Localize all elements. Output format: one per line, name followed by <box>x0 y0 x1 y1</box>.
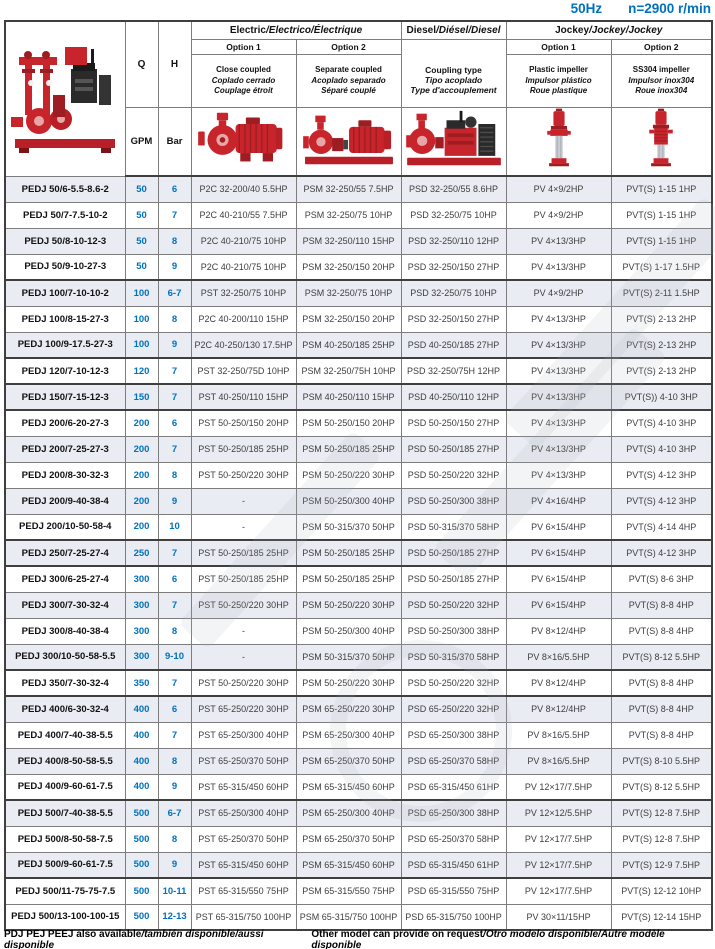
jockey-option1-value-cell: PV 4×13/3HP <box>506 410 611 436</box>
spec-row <box>5 592 712 618</box>
electric-option1-value-cell: PST 32-250/75D 10HP <box>191 358 296 384</box>
h-value-cell: 6 <box>158 176 191 202</box>
jockey-option2-value-cell: PVT(S) 8-8 4HP <box>611 670 712 696</box>
q-value-cell: 200 <box>125 436 158 462</box>
jockey-option1-value-cell: PV 6×15/4HP <box>506 566 611 592</box>
q-value-cell: 50 <box>125 202 158 228</box>
q-value-cell: 300 <box>125 644 158 670</box>
jockey-option2-value-cell: PVT(S) 8-8 4HP <box>611 592 712 618</box>
electric-option1-value-cell: P2C 32-200/40 5.5HP <box>191 176 296 202</box>
h-value-cell: 7 <box>158 202 191 228</box>
electric-option1-description: Close coupled Coplado cerrado Couplage étroit <box>191 55 296 108</box>
diesel-value-cell: PSD 32-250/150 27HP <box>401 254 506 280</box>
electric-option1-value-cell: PST 50-250/185 25HP <box>191 436 296 462</box>
jockey-option2-value-cell: PVT(S) 4-12 3HP <box>611 540 712 566</box>
jockey-option1-value-cell: PV 4×13/3HP <box>506 436 611 462</box>
spec-row <box>5 566 712 592</box>
h-value-cell: 10-11 <box>158 878 191 904</box>
model-cell: PEDJ 500/8-50-58-7.5 <box>5 826 125 852</box>
h-value-cell: 7 <box>158 592 191 618</box>
q-value-cell: 200 <box>125 410 158 436</box>
jockey-option1-value-cell: PV 4×13/3HP <box>506 358 611 384</box>
spec-row <box>5 748 712 774</box>
speed-label: n=2900 r/min <box>628 1 711 16</box>
diesel-pump-image <box>404 109 504 169</box>
jockey-option2-value-cell: PVT(S) 2-13 2HP <box>611 306 712 332</box>
q-unit-label: GPM <box>125 108 158 177</box>
jockey-option2-value-cell: PVT(S) 8-8 4HP <box>611 696 712 722</box>
diesel-value-cell: PSD 65-315/450 61HP <box>401 852 506 878</box>
model-cell: PEDJ 50/9-10-27-3 <box>5 254 125 280</box>
jockey-option2-value-cell: PVT(S) 1-15 1HP <box>611 176 712 202</box>
electric-group-header: Electric/Electrico/Électrique <box>191 21 401 40</box>
model-cell: PEDJ 400/7-40-38-5.5 <box>5 722 125 748</box>
electric-option1-value-cell: PST 32-250/75 10HP <box>191 280 296 306</box>
jockey-pump-plastic-image <box>539 108 579 170</box>
diesel-value-cell: PSD 50-250/185 27HP <box>401 540 506 566</box>
jockey-option1-value-cell: PV 12×17/7.5HP <box>506 826 611 852</box>
model-cell: PEDJ 500/7-40-38-5.5 <box>5 800 125 826</box>
model-cell: PEDJ 200/8-30-32-3 <box>5 462 125 488</box>
model-cell: PEDJ 100/9-17.5-27-3 <box>5 332 125 358</box>
spec-row <box>5 254 712 280</box>
spec-row <box>5 280 712 306</box>
spec-row <box>5 644 712 670</box>
diesel-value-cell: PSD 50-250/300 38HP <box>401 488 506 514</box>
q-value-cell: 100 <box>125 332 158 358</box>
h-value-cell: 7 <box>158 722 191 748</box>
h-value-cell: 8 <box>158 748 191 774</box>
spec-row <box>5 462 712 488</box>
model-cell: PEDJ 100/7-10-10-2 <box>5 280 125 306</box>
operating-conditions <box>571 1 711 16</box>
spec-row <box>5 306 712 332</box>
spec-row <box>5 358 712 384</box>
electric-option2-value-cell: PSM 32-250/75 10HP <box>296 202 401 228</box>
q-value-cell: 50 <box>125 176 158 202</box>
electric-option2-value-cell: PSM 32-250/150 20HP <box>296 306 401 332</box>
jockey-option1-value-cell: PV 8×16/5.5HP <box>506 748 611 774</box>
q-value-cell: 350 <box>125 670 158 696</box>
h-value-cell: 8 <box>158 462 191 488</box>
spec-row <box>5 800 712 826</box>
jockey-option1-value-cell: PV 8×16/5.5HP <box>506 644 611 670</box>
model-cell: PEDJ 50/6-5.5-8.6-2 <box>5 176 125 202</box>
jockey-pump-ss304-image <box>641 108 681 170</box>
electric-option1-value-cell: PST 65-250/370 50HP <box>191 826 296 852</box>
jockey-option1-description: Plastic impeller Impulsor plástico Roue plastique <box>506 55 611 108</box>
h-value-cell: 12-13 <box>158 904 191 930</box>
q-value-cell: 250 <box>125 540 158 566</box>
electric-option1-value-cell: PST 65-315/750 100HP <box>191 904 296 930</box>
electric-option1-value-cell: PST 65-250/300 40HP <box>191 722 296 748</box>
q-value-cell: 200 <box>125 514 158 540</box>
h-value-cell: 7 <box>158 540 191 566</box>
electric-option1-value-cell: PST 50-250/220 30HP <box>191 592 296 618</box>
electric-option1-value-cell: - <box>191 488 296 514</box>
jockey-group-header: Jockey/Jockey/Jockey <box>506 21 712 40</box>
diesel-value-cell: PSD 65-250/370 58HP <box>401 748 506 774</box>
diesel-value-cell: PSD 32-250/110 12HP <box>401 228 506 254</box>
q-value-cell: 300 <box>125 566 158 592</box>
h-value-cell: 8 <box>158 618 191 644</box>
jockey-option2-value-cell: PVT(S) 4-12 3HP <box>611 488 712 514</box>
h-value-cell: 8 <box>158 826 191 852</box>
jockey-option1-label: Option 1 <box>506 40 611 55</box>
electric-option1-value-cell: PST 50-250/220 30HP <box>191 670 296 696</box>
jockey-option1-value-cell: PV 4×13/3HP <box>506 306 611 332</box>
jockey-option1-value-cell: PV 8×12/4HP <box>506 696 611 722</box>
jockey-option1-value-cell: PV 12×12/5.5HP <box>506 800 611 826</box>
diesel-type-description: Coupling type Tipo acoplado Type d'accouplement <box>401 40 506 108</box>
diesel-value-cell: PSD 65-315/450 61HP <box>401 774 506 800</box>
electric-option2-value-cell: PSM 65-315/450 60HP <box>296 852 401 878</box>
electric-option1-value-cell: PST 50-250/185 25HP <box>191 540 296 566</box>
electric-option1-value-cell: P2C 40-200/110 15HP <box>191 306 296 332</box>
q-value-cell: 500 <box>125 878 158 904</box>
jockey-option2-description: SS304 impeller Impulsor inox304 Roue inox304 <box>611 55 712 108</box>
jockey-option2-value-cell: PVT(S) 12-8 7.5HP <box>611 826 712 852</box>
spec-row <box>5 540 712 566</box>
diesel-value-cell: PSD 40-250/185 27HP <box>401 332 506 358</box>
jockey-option2-value-cell: PVT(S) 1-15 1HP <box>611 228 712 254</box>
jockey-option1-value-cell: PV 6×15/4HP <box>506 514 611 540</box>
electric-option2-value-cell: PSM 32-250/150 20HP <box>296 254 401 280</box>
jockey-option1-value-cell: PV 8×16/5.5HP <box>506 722 611 748</box>
diesel-value-cell: PSD 50-250/220 32HP <box>401 462 506 488</box>
h-value-cell: 9 <box>158 774 191 800</box>
jockey-option2-label: Option 2 <box>611 40 712 55</box>
close-coupled-pump-image <box>196 110 292 168</box>
spec-row <box>5 878 712 904</box>
q-value-cell: 200 <box>125 488 158 514</box>
q-value-cell: 50 <box>125 254 158 280</box>
model-cell: PEDJ 50/7-7.5-10-2 <box>5 202 125 228</box>
page-footer <box>4 929 711 949</box>
jockey-option2-value-cell: PVT(S) 12-14 15HP <box>611 904 712 930</box>
model-cell: PEDJ 500/13-100-100-15 <box>5 904 125 930</box>
q-value-cell: 300 <box>125 618 158 644</box>
jockey-option1-value-cell: PV 8×12/4HP <box>506 670 611 696</box>
jockey-option1-value-cell: PV 12×17/7.5HP <box>506 878 611 904</box>
q-value-cell: 500 <box>125 852 158 878</box>
spec-row <box>5 436 712 462</box>
electric-option2-value-cell: PSM 50-250/220 30HP <box>296 592 401 618</box>
electric-option1-value-cell: - <box>191 618 296 644</box>
diesel-value-cell: PSD 65-250/300 38HP <box>401 722 506 748</box>
diesel-value-cell: PSD 32-250/75 10HP <box>401 280 506 306</box>
electric-option2-value-cell: PSM 65-250/370 50HP <box>296 748 401 774</box>
jockey-option2-value-cell: PVT(S) 4-12 3HP <box>611 462 712 488</box>
diesel-value-cell: PSD 50-250/220 32HP <box>401 592 506 618</box>
diesel-value-cell: PSD 65-250/370 58HP <box>401 826 506 852</box>
diesel-value-cell: PSD 50-250/185 27HP <box>401 436 506 462</box>
electric-option1-value-cell: P2C 40-250/130 17.5HP <box>191 332 296 358</box>
jockey-option1-value-cell: PV 6×15/4HP <box>506 540 611 566</box>
electric-option2-value-cell: PSM 65-250/300 40HP <box>296 800 401 826</box>
jockey-option1-value-cell: PV 8×12/4HP <box>506 618 611 644</box>
jockey-option1-value-cell: PV 30×11/15HP <box>506 904 611 930</box>
jockey-option2-value-cell: PVT(S) 1-15 1HP <box>611 202 712 228</box>
model-cell: PEDJ 300/8-40-38-4 <box>5 618 125 644</box>
model-cell: PEDJ 300/6-25-27-4 <box>5 566 125 592</box>
electric-option2-value-cell: PSM 50-250/220 30HP <box>296 670 401 696</box>
electric-option2-value-cell: PSM 32-250/75H 10HP <box>296 358 401 384</box>
spec-row <box>5 176 712 202</box>
model-cell: PEDJ 300/10-50-58-5.5 <box>5 644 125 670</box>
separate-coupled-pump-photo-cell <box>296 108 401 177</box>
diesel-value-cell: PSD 40-250/110 12HP <box>401 384 506 410</box>
diesel-group-header: Diesel/Diésel/Diesel <box>401 21 506 40</box>
electric-option2-value-cell: PSM 32-250/55 7.5HP <box>296 176 401 202</box>
jockey-option2-value-cell: PVT(S)) 4-10 3HP <box>611 384 712 410</box>
electric-option2-value-cell: PSM 50-250/150 20HP <box>296 410 401 436</box>
h-value-cell: 7 <box>158 358 191 384</box>
electric-option1-value-cell: PST 40-250/110 15HP <box>191 384 296 410</box>
diesel-value-cell: PSD 32-250/55 8.6HP <box>401 176 506 202</box>
jockey-option1-value-cell: PV 4×9/2HP <box>506 176 611 202</box>
jockey-option2-value-cell: PVT(S) 8-8 4HP <box>611 618 712 644</box>
h-value-cell: 9 <box>158 852 191 878</box>
jockey-option1-value-cell: PV 4×13/3HP <box>506 254 611 280</box>
q-value-cell: 400 <box>125 722 158 748</box>
q-value-cell: 500 <box>125 826 158 852</box>
electric-option2-description: Separate coupled Acoplado separado Séparé couplé <box>296 55 401 108</box>
h-value-cell: 6 <box>158 410 191 436</box>
electric-option2-value-cell: PSM 32-250/110 15HP <box>296 228 401 254</box>
model-cell: PEDJ 150/7-15-12-3 <box>5 384 125 410</box>
diesel-value-cell: PSD 32-250/75 10HP <box>401 202 506 228</box>
model-cell: PEDJ 200/6-20-27-3 <box>5 410 125 436</box>
model-cell: PEDJ 120/7-10-12-3 <box>5 358 125 384</box>
diesel-value-cell: PSD 50-250/150 27HP <box>401 410 506 436</box>
h-value-cell: 10 <box>158 514 191 540</box>
electric-option2-value-cell: PSM 65-315/450 60HP <box>296 774 401 800</box>
q-value-cell: 400 <box>125 774 158 800</box>
jockey-option2-value-cell: PVT(S) 12-9 7.5HP <box>611 852 712 878</box>
jockey-option2-value-cell: PVT(S) 8-12 5.5HP <box>611 644 712 670</box>
jockey-pump-plastic-photo-cell <box>506 108 611 177</box>
separate-coupled-pump-image <box>301 110 397 168</box>
electric-option2-value-cell: PSM 50-250/300 40HP <box>296 618 401 644</box>
model-cell: PEDJ 250/7-25-27-4 <box>5 540 125 566</box>
jockey-option2-value-cell: PVT(S) 1-17 1.5HP <box>611 254 712 280</box>
diesel-value-cell: PSD 50-315/370 58HP <box>401 644 506 670</box>
model-cell: PEDJ 400/8-50-58-5.5 <box>5 748 125 774</box>
spec-row <box>5 228 712 254</box>
model-cell: PEDJ 200/10-50-58-4 <box>5 514 125 540</box>
electric-option2-value-cell: PSM 50-315/370 50HP <box>296 514 401 540</box>
footer-right-note: Other model can provide on request/Otro modelo disponible/Autre modèle disponible <box>311 929 665 949</box>
q-value-cell: 200 <box>125 462 158 488</box>
electric-option2-value-cell: PSM 50-250/185 25HP <box>296 540 401 566</box>
jockey-option2-value-cell: PVT(S) 2-13 2HP <box>611 358 712 384</box>
model-cell: PEDJ 500/9-60-61-7.5 <box>5 852 125 878</box>
diesel-value-cell: PSD 65-315/750 100HP <box>401 904 506 930</box>
q-value-cell: 120 <box>125 358 158 384</box>
jockey-option1-value-cell: PV 6×15/4HP <box>506 592 611 618</box>
diesel-value-cell: PSD 50-250/185 27HP <box>401 566 506 592</box>
electric-option2-label: Option 2 <box>296 40 401 55</box>
diesel-value-cell: PSD 65-315/550 75HP <box>401 878 506 904</box>
h-value-cell: 9 <box>158 254 191 280</box>
q-value-cell: 100 <box>125 280 158 306</box>
h-value-cell: 7 <box>158 436 191 462</box>
model-cell: PEDJ 200/7-25-27-3 <box>5 436 125 462</box>
spec-row <box>5 332 712 358</box>
spec-row <box>5 410 712 436</box>
electric-option1-value-cell: P2C 40-210/55 7.5HP <box>191 202 296 228</box>
jockey-option1-value-cell: PV 4×9/2HP <box>506 280 611 306</box>
spec-row <box>5 384 712 410</box>
h-value-cell: 6 <box>158 696 191 722</box>
jockey-option2-value-cell: PVT(S) 8-12 5.5HP <box>611 774 712 800</box>
electric-option2-value-cell: PSM 65-250/370 50HP <box>296 826 401 852</box>
electric-option1-value-cell: PST 65-250/220 30HP <box>191 696 296 722</box>
model-cell: PEDJ 400/9-60-61-7.5 <box>5 774 125 800</box>
diesel-value-cell: PSD 32-250/150 27HP <box>401 306 506 332</box>
pump-spec-table <box>4 20 713 931</box>
spec-row <box>5 618 712 644</box>
electric-option2-value-cell: PSM 65-250/300 40HP <box>296 722 401 748</box>
jockey-option2-value-cell: PVT(S) 2-13 2HP <box>611 332 712 358</box>
h-unit-label: Bar <box>158 108 191 177</box>
electric-option1-value-cell: PST 50-250/220 30HP <box>191 462 296 488</box>
q-value-cell: 400 <box>125 696 158 722</box>
electric-option2-value-cell: PSM 65-315/750 100HP <box>296 904 401 930</box>
electric-option2-value-cell: PSM 50-250/185 25HP <box>296 566 401 592</box>
spec-row <box>5 722 712 748</box>
q-value-cell: 300 <box>125 592 158 618</box>
jockey-option1-value-cell: PV 4×13/3HP <box>506 462 611 488</box>
electric-option1-value-cell: - <box>191 644 296 670</box>
spec-row <box>5 904 712 930</box>
h-value-cell: 7 <box>158 670 191 696</box>
electric-option1-value-cell: PST 65-250/370 50HP <box>191 748 296 774</box>
diesel-value-cell: PSD 32-250/75H 12HP <box>401 358 506 384</box>
diesel-value-cell: PSD 65-250/300 38HP <box>401 800 506 826</box>
h-value-cell: 8 <box>158 306 191 332</box>
h-column-header: H <box>158 21 191 108</box>
model-cell: PEDJ 100/8-15-27-3 <box>5 306 125 332</box>
close-coupled-pump-photo-cell <box>191 108 296 177</box>
jockey-option2-value-cell: PVT(S) 4-10 3HP <box>611 410 712 436</box>
jockey-option1-value-cell: PV 4×13/3HP <box>506 228 611 254</box>
electric-option1-value-cell: P2C 40-210/75 10HP <box>191 254 296 280</box>
h-value-cell: 6-7 <box>158 280 191 306</box>
jockey-option2-value-cell: PVT(S) 8-8 4HP <box>611 722 712 748</box>
jockey-option2-value-cell: PVT(S) 4-10 3HP <box>611 436 712 462</box>
spec-row <box>5 826 712 852</box>
h-value-cell: 6 <box>158 566 191 592</box>
jockey-option1-value-cell: PV 12×17/7.5HP <box>506 774 611 800</box>
electric-option2-value-cell: PSM 50-250/185 25HP <box>296 436 401 462</box>
electric-option2-value-cell: PSM 50-250/220 30HP <box>296 462 401 488</box>
model-cell: PEDJ 500/11-75-75-7.5 <box>5 878 125 904</box>
h-value-cell: 9 <box>158 332 191 358</box>
q-column-header: Q <box>125 21 158 108</box>
h-value-cell: 8 <box>158 228 191 254</box>
spec-row <box>5 514 712 540</box>
model-cell: PEDJ 350/7-30-32-4 <box>5 670 125 696</box>
diesel-value-cell: PSD 50-315/370 58HP <box>401 514 506 540</box>
jockey-option1-value-cell: PV 4×9/2HP <box>506 202 611 228</box>
electric-option2-value-cell: PSM 32-250/75 10HP <box>296 280 401 306</box>
jockey-option1-value-cell: PV 4×13/3HP <box>506 332 611 358</box>
electric-option2-value-cell: PSM 65-250/220 30HP <box>296 696 401 722</box>
frequency-label: 50Hz <box>570 1 603 16</box>
electric-option1-label: Option 1 <box>191 40 296 55</box>
spec-row <box>5 202 712 228</box>
jockey-option2-value-cell: PVT(S) 8-6 3HP <box>611 566 712 592</box>
electric-option1-value-cell: P2C 40-210/75 10HP <box>191 228 296 254</box>
diesel-pump-photo-cell <box>401 108 506 177</box>
diesel-value-cell: PSD 50-250/300 38HP <box>401 618 506 644</box>
electric-option1-value-cell: PST 50-250/150 20HP <box>191 410 296 436</box>
q-value-cell: 50 <box>125 228 158 254</box>
q-value-cell: 100 <box>125 306 158 332</box>
jockey-option2-value-cell: PVT(S) 12-8 7.5HP <box>611 800 712 826</box>
model-cell: PEDJ 200/9-40-38-4 <box>5 488 125 514</box>
electric-option1-value-cell: PST 65-250/300 40HP <box>191 800 296 826</box>
electric-option1-value-cell: PST 65-315/550 75HP <box>191 878 296 904</box>
electric-option1-value-cell: PST 50-250/185 25HP <box>191 566 296 592</box>
electric-option1-value-cell: PST 65-315/450 60HP <box>191 852 296 878</box>
spec-row <box>5 774 712 800</box>
diesel-value-cell: PSD 65-250/220 32HP <box>401 696 506 722</box>
h-value-cell: 7 <box>158 384 191 410</box>
electric-option1-value-cell: - <box>191 514 296 540</box>
q-value-cell: 500 <box>125 904 158 930</box>
spec-row <box>5 488 712 514</box>
model-cell: PEDJ 50/8-10-12-3 <box>5 228 125 254</box>
spec-row <box>5 696 712 722</box>
electric-option2-value-cell: PSM 40-250/110 15HP <box>296 384 401 410</box>
spec-row <box>5 670 712 696</box>
h-value-cell: 9 <box>158 488 191 514</box>
jockey-option2-value-cell: PVT(S) 4-14 4HP <box>611 514 712 540</box>
electric-option2-value-cell: PSM 65-315/550 75HP <box>296 878 401 904</box>
jockey-option2-value-cell: PVT(S) 8-10 5.5HP <box>611 748 712 774</box>
fire-pump-package-image <box>9 35 121 159</box>
model-cell: PEDJ 300/7-30-32-4 <box>5 592 125 618</box>
spec-row <box>5 852 712 878</box>
electric-option2-value-cell: PSM 40-250/185 25HP <box>296 332 401 358</box>
q-value-cell: 400 <box>125 748 158 774</box>
q-value-cell: 500 <box>125 800 158 826</box>
h-value-cell: 9-10 <box>158 644 191 670</box>
table-body <box>5 176 712 930</box>
pump-package-photo-cell <box>5 21 125 176</box>
electric-option1-value-cell: PST 65-315/450 60HP <box>191 774 296 800</box>
h-value-cell: 6-7 <box>158 800 191 826</box>
model-cell: PEDJ 400/6-30-32-4 <box>5 696 125 722</box>
electric-option2-value-cell: PSM 50-315/370 50HP <box>296 644 401 670</box>
jockey-option1-value-cell: PV 4×13/3HP <box>506 384 611 410</box>
jockey-pump-ss304-photo-cell <box>611 108 712 177</box>
jockey-option1-value-cell: PV 12×17/7.5HP <box>506 852 611 878</box>
q-value-cell: 150 <box>125 384 158 410</box>
footer-left-note: PDJ PEJ PEEJ also available/también disponible/aussi disponible <box>4 929 264 949</box>
electric-option2-value-cell: PSM 50-250/300 40HP <box>296 488 401 514</box>
jockey-option1-value-cell: PV 4×16/4HP <box>506 488 611 514</box>
diesel-value-cell: PSD 50-250/220 32HP <box>401 670 506 696</box>
jockey-option2-value-cell: PVT(S) 12-12 10HP <box>611 878 712 904</box>
jockey-option2-value-cell: PVT(S) 2-11 1.5HP <box>611 280 712 306</box>
